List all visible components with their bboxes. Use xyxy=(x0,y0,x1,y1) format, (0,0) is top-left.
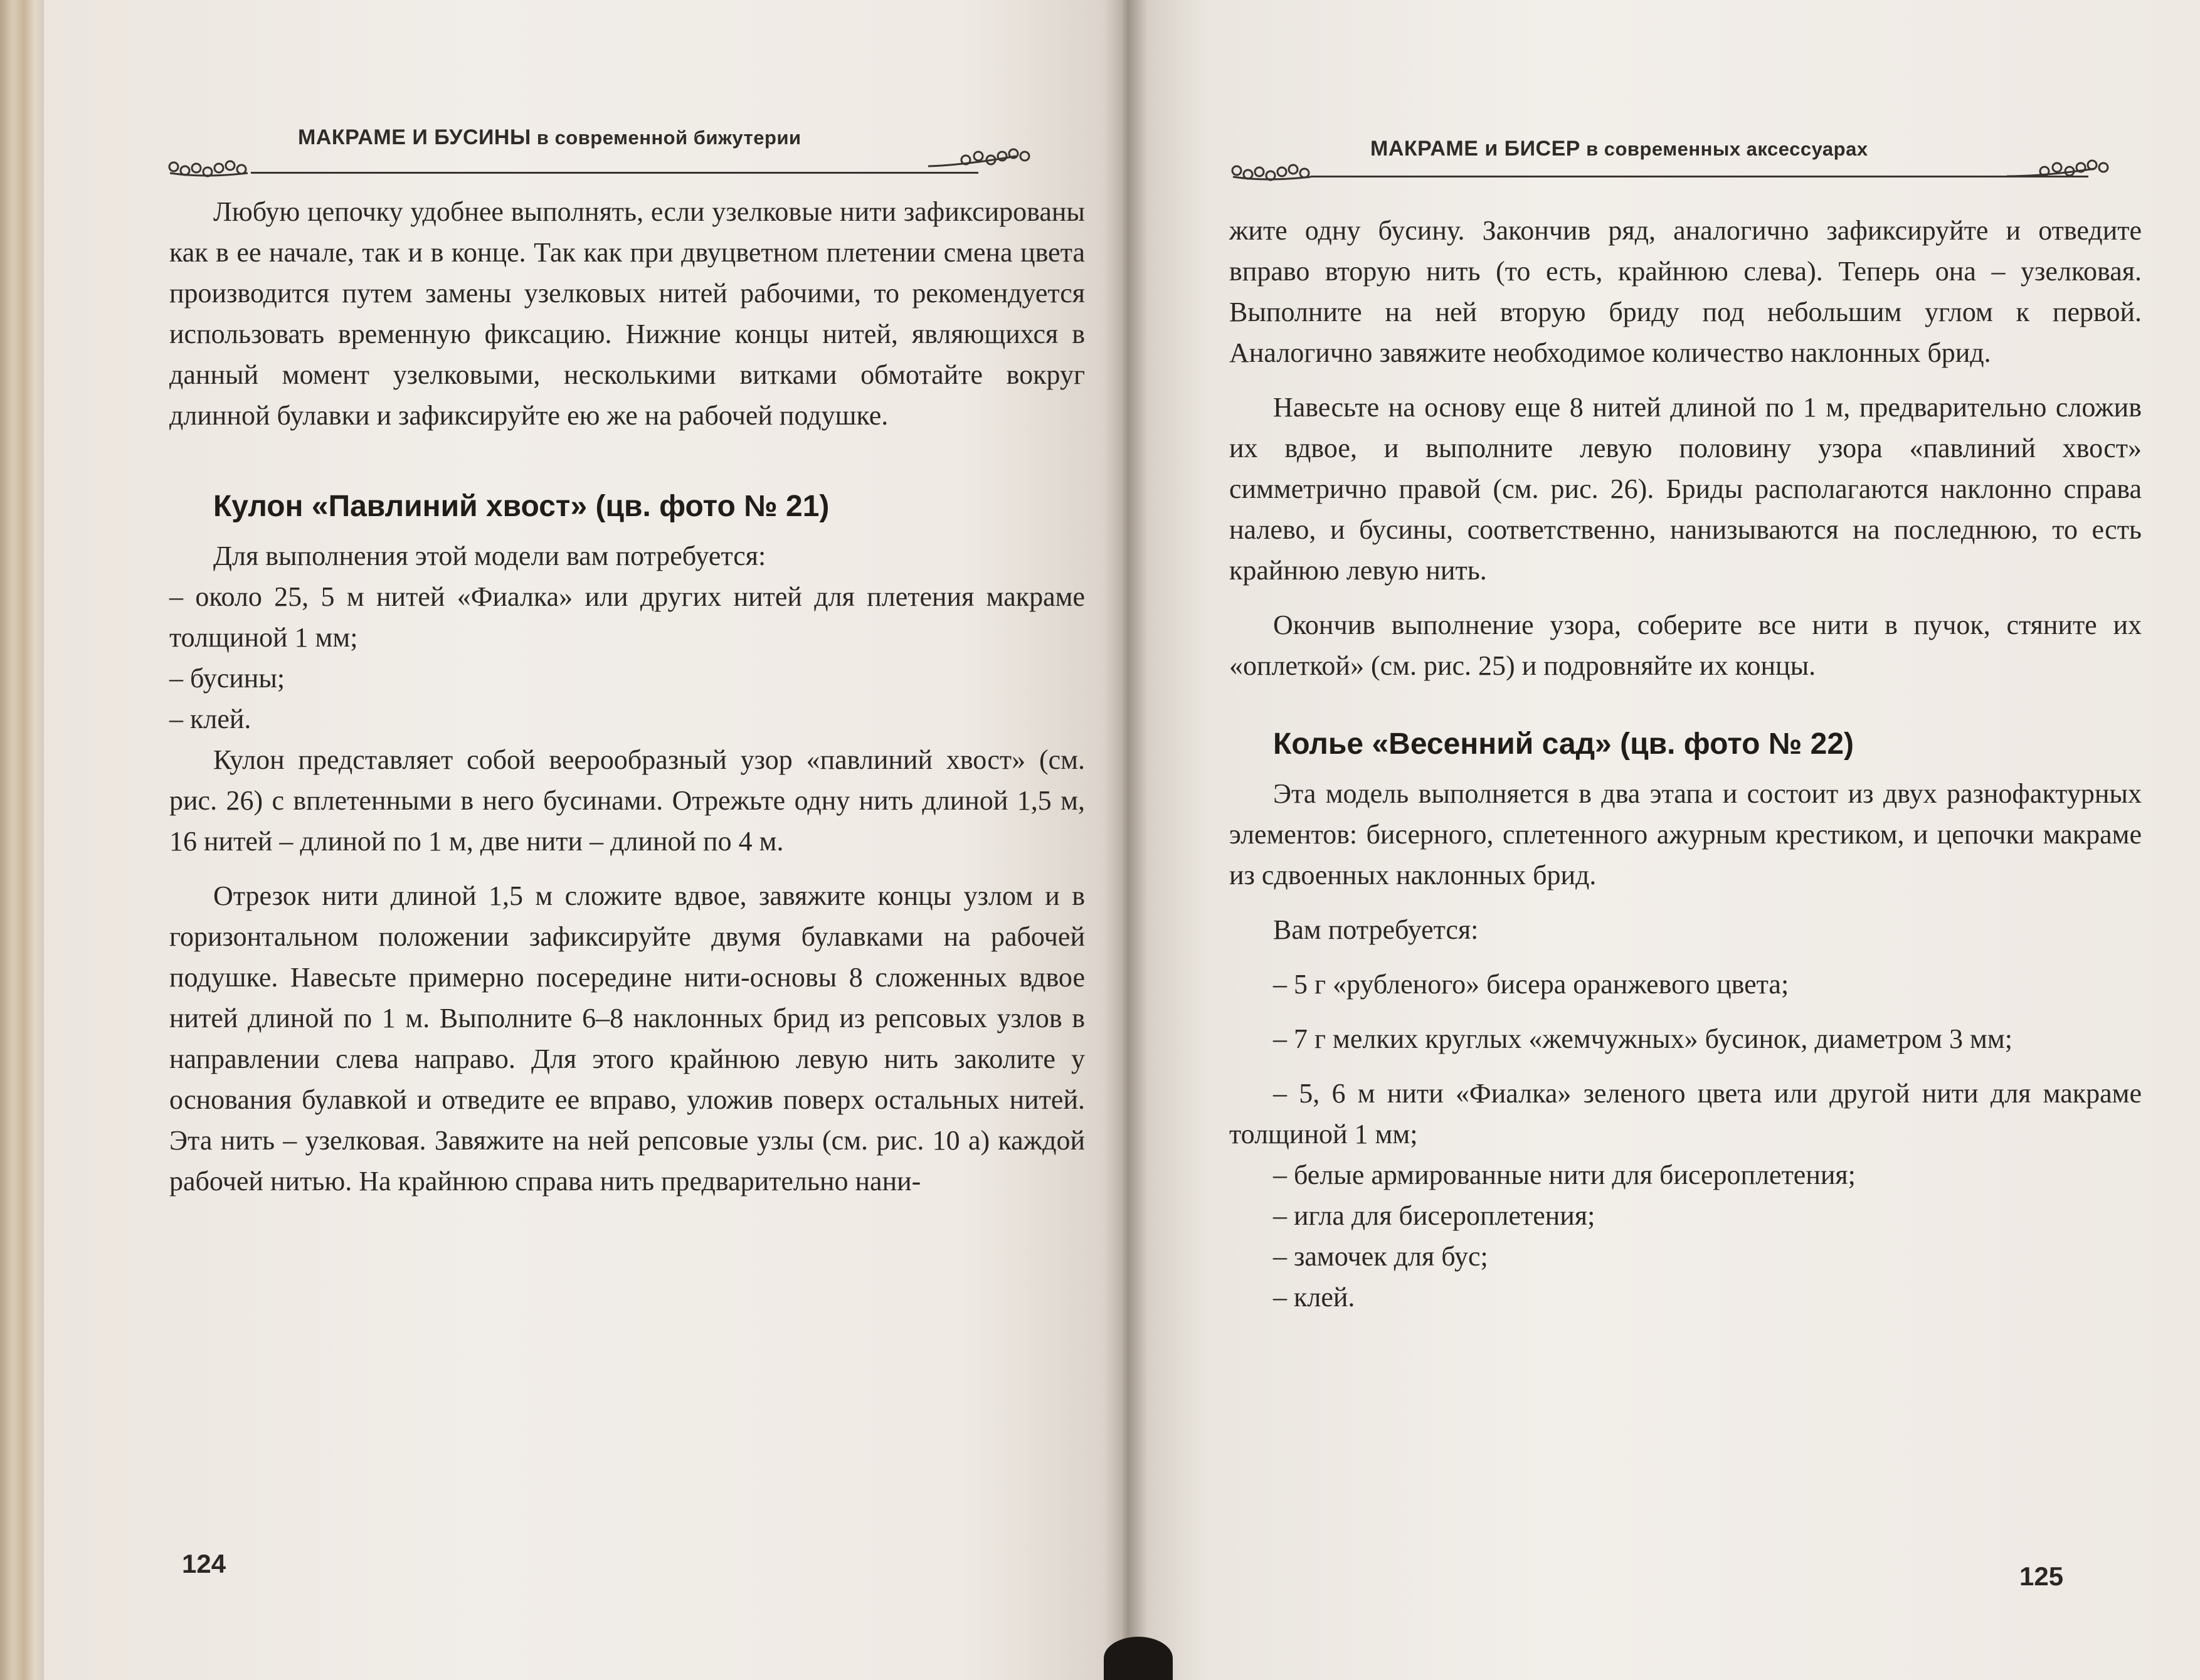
left-running-head-rest: в современной бижутерии xyxy=(531,127,801,149)
list-item: – 7 г мелких круглых «жемчужных» бусинок, диаметром 3 мм; xyxy=(1273,1023,2012,1054)
right-body xyxy=(1229,210,2142,1318)
left-page xyxy=(44,0,1123,1680)
right-ornament-right xyxy=(2001,159,2157,184)
materials-intro: Для выполнения этой модели вам потребуется: xyxy=(213,541,766,571)
list-item: – 5, 6 м нити «Фиалка» зеленого цвета или другой нити для макраме толщиной 1 мм; xyxy=(1229,1078,2142,1149)
paragraph: Эта модель выполняется в два этапа и состоит из двух разнофактурных элементов: бисерного, сплетенного ажурным крестиком, и цепочки макраме из сдвоенных наклонных брид. xyxy=(1229,778,2142,890)
left-running-head-bold: МАКРАМЕ И БУСИНЫ xyxy=(298,125,531,149)
right-running-head-bold: МАКРАМЕ и БИСЕР xyxy=(1370,137,1580,161)
list-item: – клей. xyxy=(1273,1282,1355,1313)
left-body xyxy=(169,191,1085,1202)
paragraph: Кулон представляет собой веерообразный узор «павлиний хвост» (см. рис. 26) с вплетенными в него бусинами. Отрежьте одну нить длиной 1,5 м, 16 нитей – длиной по 1 м, две нити – длиной по 4 м. xyxy=(169,744,1085,857)
list-item: – замочек для бус; xyxy=(1273,1241,1488,1272)
book-gutter xyxy=(1104,0,1148,1680)
spine-shadow xyxy=(1104,1637,1173,1680)
paragraph: Любую цепочку удобнее выполнять, если узелковые нити зафиксированы как в ее начале, так и в конце. Так как при двуцветном плетении смена цвета производится путем замены узелковых нитей рабочими, то рекомендуется использовать временную фиксацию. Нижние концы нитей, являющихся в данный момент узелковыми, несколькими витками обмотайте вокруг длинной булавки и зафиксируйте ею же на рабочей подушке. xyxy=(169,196,1085,431)
right-running-head xyxy=(1123,137,2200,193)
paragraph: Навесьте на основу еще 8 нитей длиной по 1 м, предварительно сложив их вдвое, и выполните левую половину узора «павлиний хвост» симметрично правой (см. рис. 26). Бриды располагаются наклонно справа налево, и бусины, соответственно, нанизываются на последнюю, то есть крайнюю левую нить. xyxy=(1229,392,2142,586)
section-heading: Колье «Весенний сад» (цв. фото № 22) xyxy=(1273,727,1854,761)
list-item: – белые армированные нити для бисероплетения; xyxy=(1273,1160,1856,1190)
left-running-head xyxy=(44,125,1123,182)
paragraph: Окончив выполнение узора, соберите все нити в пучок, стяните их «оплеткой» (см. рис. 25) и подровняйте их концы. xyxy=(1229,610,2142,681)
left-header-rule xyxy=(251,172,978,174)
paragraph: Отрезок нити длиной 1,5 м сложите вдвое, завяжите концы узлом и в горизонтальном положении зафиксируйте двумя булавками на рабочей подушке. Навесьте примерно посередине нити-основы 8 сложенных вдвое нитей длиной по 1 м. Выполните 6–8 наклонных брид из репсовых узлов в направлении слева направо. Для этого крайнюю левую нить заколите у основания булавкой и отведите ее вправо, уложив поверх остальных нитей. Эта нить – узелковая. Завяжите на ней репсовые узлы (см. рис. 10 а) каждой рабочей нитью. На крайнюю справа нить предварительно нани- xyxy=(169,880,1085,1197)
right-header-rule xyxy=(1311,176,2088,177)
right-page xyxy=(1123,0,2200,1680)
right-ornament-left xyxy=(1229,161,1386,186)
left-running-head-title xyxy=(298,125,801,150)
page-number: 124 xyxy=(182,1549,226,1578)
list-item: – игла для бисероплетения; xyxy=(1273,1200,1595,1231)
list-item: – 5 г «рубленого» бисера оранжевого цвета; xyxy=(1273,969,1789,1000)
page-number: 125 xyxy=(2019,1561,2064,1591)
right-running-head-title xyxy=(1370,137,1868,161)
list-item: – около 25, 5 м нитей «Фиалка» или других нитей для плетения макраме толщиной 1 мм; xyxy=(169,581,1085,653)
paragraph: жите одну бусину. Закончив ряд, аналогично зафиксируйте и отведите вправо вторую нить (то есть, крайнюю слева). Теперь она – узелковая. Выполните на ней вторую бриду под небольшим углом к первой. Аналогично завяжите необходимое количество наклонных брид. xyxy=(1229,215,2142,368)
section-heading: Кулон «Павлиний хвост» (цв. фото № 21) xyxy=(213,490,830,523)
materials-intro: Вам потребуется: xyxy=(1273,914,1479,945)
left-ornament-left xyxy=(166,157,323,182)
page-edges xyxy=(0,0,44,1680)
left-ornament-right xyxy=(922,147,1079,172)
list-item: – бусины; xyxy=(169,663,285,694)
right-running-head-rest: в современных аксессуарах xyxy=(1580,138,1868,160)
list-item: – клей. xyxy=(169,704,251,734)
